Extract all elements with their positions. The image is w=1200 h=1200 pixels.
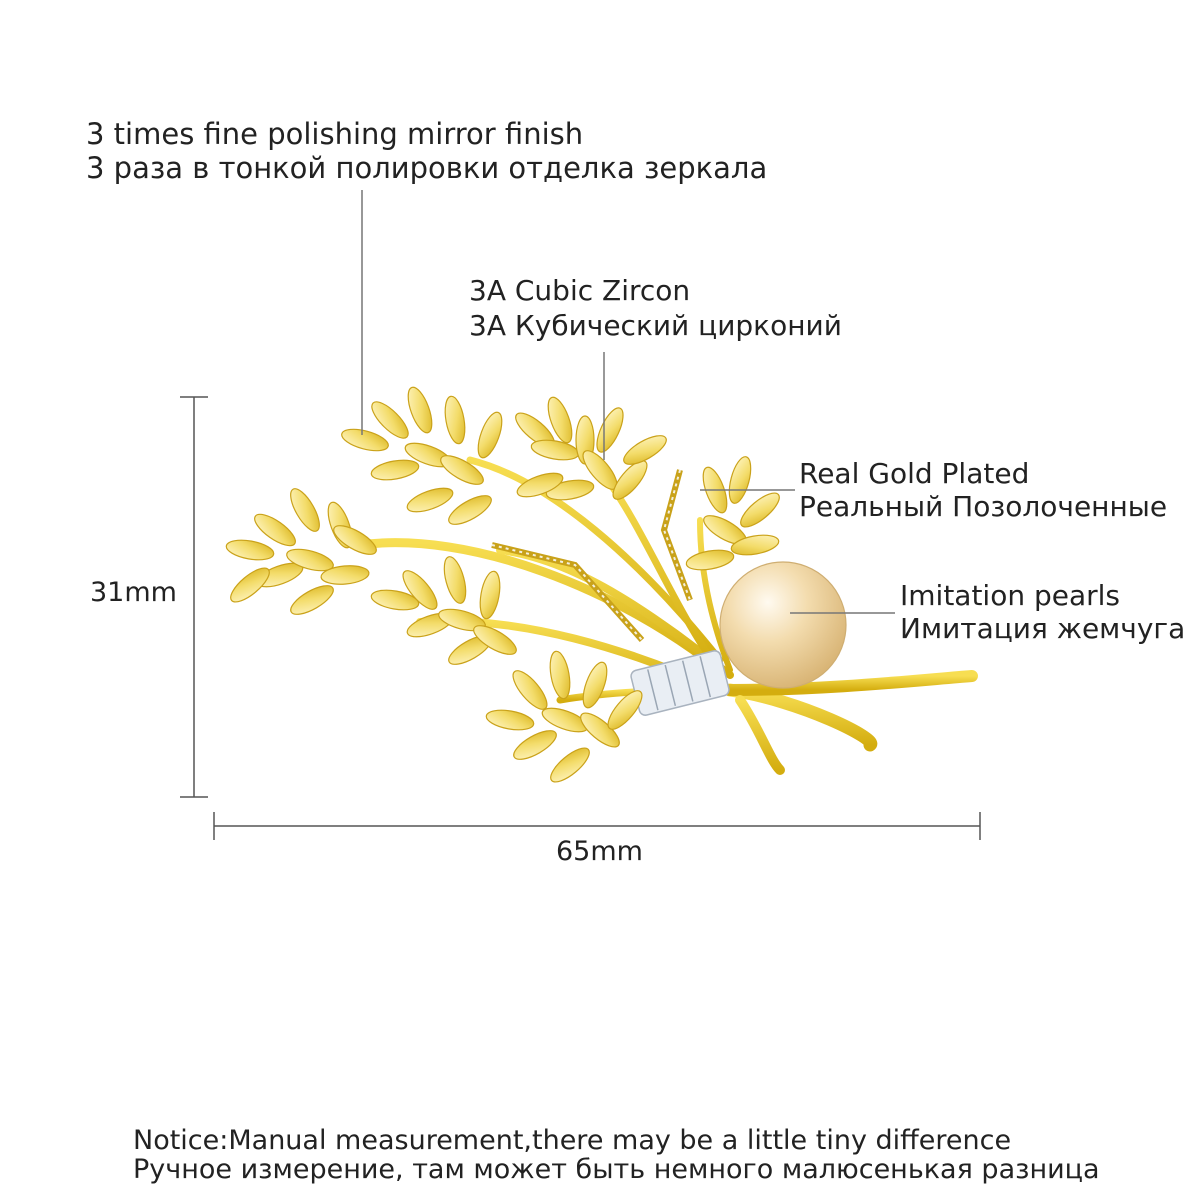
zircon-callout	[469, 274, 842, 342]
crystal-leaves	[225, 384, 784, 787]
height-dimension-line	[180, 397, 208, 797]
zircon-label-ru: 3A Кубический цирконий	[469, 309, 842, 342]
pearl-callout	[900, 579, 1186, 645]
gold-label-ru: Реальный Позолоченные	[799, 490, 1168, 523]
measurement-notice	[133, 1127, 1100, 1183]
zircon-label-en: 3A Cubic Zircon	[469, 274, 691, 307]
polish-callout	[86, 117, 768, 185]
width-dimension-label: 65mm	[556, 836, 643, 867]
notice-en: Notice:Manual measurement,there may be a little tiny difference	[133, 1125, 1012, 1156]
polish-label-en: 3 times fine polishing mirror finish	[86, 117, 584, 151]
pearl-label-en: Imitation pearls	[900, 579, 1121, 612]
pearl-label-ru: Имитация жемчуга	[900, 612, 1186, 645]
gold-callout	[799, 457, 1168, 523]
height-dimension-label: 31mm	[90, 577, 177, 608]
gold-label-en: Real Gold Plated	[799, 457, 1030, 490]
polish-label-ru: 3 раза в тонкой полировки отделка зеркала	[86, 151, 768, 185]
notice-ru: Ручное измерение, там может быть немного малюсенькая разница	[133, 1154, 1100, 1185]
pearl	[720, 562, 846, 688]
